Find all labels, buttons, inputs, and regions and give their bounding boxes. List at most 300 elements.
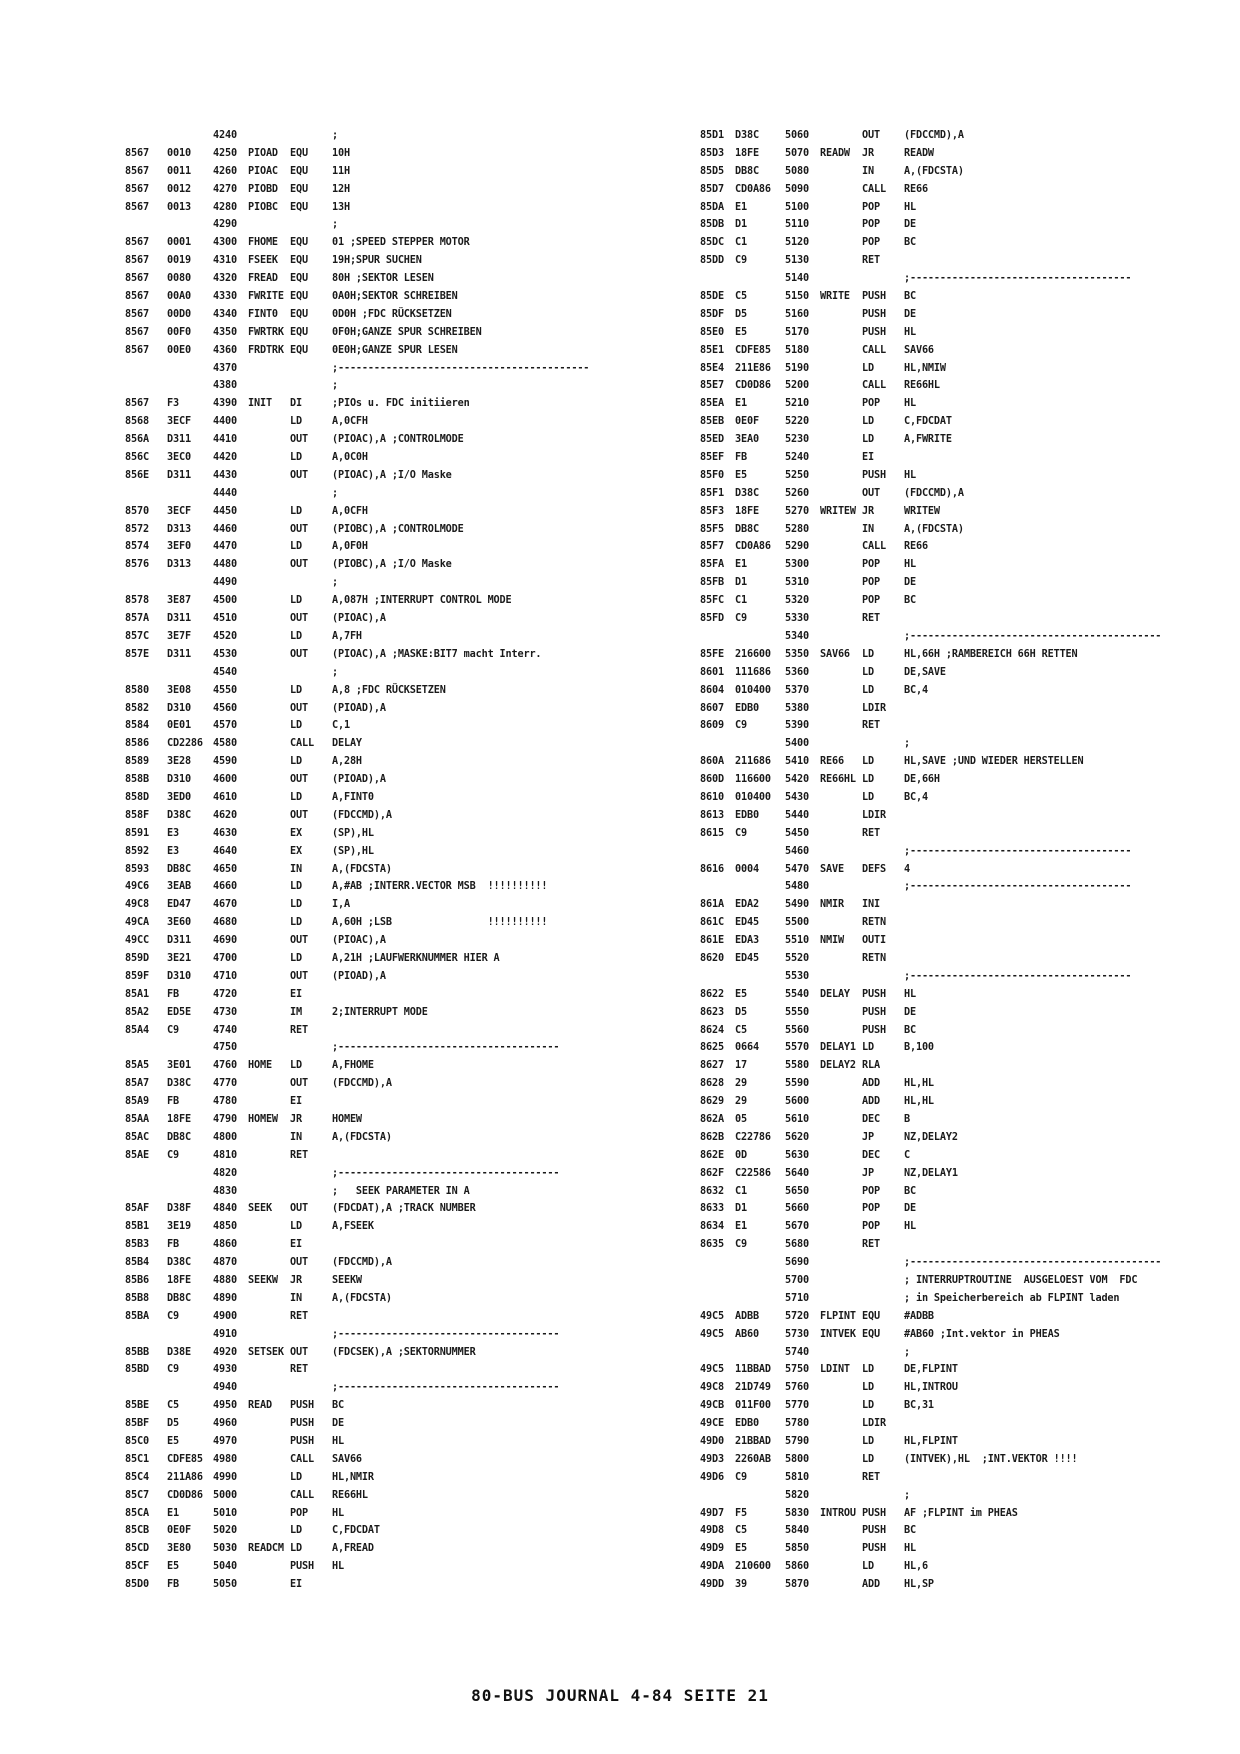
opcode: RET <box>862 255 880 267</box>
line-number: 5090 <box>785 183 809 195</box>
hex-code: D38C <box>167 1078 191 1090</box>
line-number: 5410 <box>785 756 809 768</box>
address: 85B3 <box>125 1239 149 1251</box>
line-number: 4990 <box>213 1471 237 1483</box>
hex-code: D311 <box>167 935 191 947</box>
hex-code: D310 <box>167 702 191 714</box>
opcode: OUT <box>862 487 880 499</box>
label: FSEEK <box>248 255 278 267</box>
operand: AF ;FLPINT im PHEAS <box>904 1507 1018 1519</box>
address: 856A <box>125 434 149 446</box>
line-number: 4610 <box>213 791 237 803</box>
line-number: 4430 <box>213 469 237 481</box>
hex-code: 00D0 <box>167 308 191 320</box>
line-number: 5580 <box>785 1060 809 1072</box>
opcode: ADD <box>862 1579 880 1591</box>
operand: BC,31 <box>904 1400 934 1412</box>
operand: ; <box>904 1346 910 1358</box>
operand: (PIOBC),A ;I/O Maske <box>332 559 452 571</box>
line-number: 4760 <box>213 1060 237 1072</box>
line-number: 4830 <box>213 1185 237 1197</box>
opcode: PUSH <box>862 326 886 338</box>
address: 862A <box>700 1113 724 1125</box>
line-number: 5700 <box>785 1275 809 1286</box>
operand: DE,FLPINT <box>904 1364 958 1376</box>
hex-code: E5 <box>167 1436 179 1448</box>
address: 85EA <box>700 398 724 410</box>
opcode: EQU <box>290 326 308 338</box>
line-number: 4670 <box>213 899 237 911</box>
opcode: LD <box>290 541 302 553</box>
operand: WRITEW <box>904 505 940 517</box>
operand: A,0CFH <box>332 416 368 428</box>
line-number: 5550 <box>785 1006 809 1018</box>
hex-code: CD0D86 <box>167 1489 203 1501</box>
line-number: 5530 <box>785 970 809 982</box>
opcode: EX <box>290 827 302 839</box>
operand: 0A0H;SEKTOR SCHREIBEN <box>332 291 458 303</box>
opcode: LD <box>862 684 874 696</box>
operand: ;------------------------------------------ <box>904 1257 1162 1269</box>
address: 8629 <box>700 1096 724 1108</box>
hex-code: C9 <box>735 1239 747 1251</box>
address: 85FE <box>700 648 724 660</box>
line-number: 5020 <box>213 1525 237 1537</box>
operand: HL <box>904 201 916 213</box>
hex-code: CD0A86 <box>735 541 771 553</box>
hex-code: 3EF0 <box>167 541 191 553</box>
address: 85CD <box>125 1543 149 1555</box>
hex-code: E1 <box>735 1221 747 1233</box>
line-number: 4780 <box>213 1096 237 1108</box>
hex-code: FB <box>167 1239 179 1251</box>
hex-code: E3 <box>167 827 179 839</box>
label: FREAD <box>248 273 278 285</box>
operand: BC <box>904 595 916 607</box>
line-number: 4640 <box>213 845 237 857</box>
line-number: 5300 <box>785 559 809 571</box>
line-number: 4270 <box>213 183 237 195</box>
opcode: EQU <box>290 344 308 356</box>
opcode: EQU <box>290 201 308 213</box>
operand: A,(FDCSTA) <box>332 1131 392 1143</box>
opcode: IN <box>290 1292 302 1304</box>
hex-code: 18FE <box>735 505 759 517</box>
opcode: LD <box>862 434 874 446</box>
hex-code: D5 <box>735 308 747 320</box>
operand: HL <box>904 469 916 481</box>
hex-code: E5 <box>735 469 747 481</box>
opcode: PUSH <box>862 308 886 320</box>
operand: (FDCSEK),A ;SEKTORNUMMER <box>332 1346 476 1358</box>
hex-code: ED47 <box>167 899 191 911</box>
address: 8567 <box>125 398 149 410</box>
label: LDINT <box>820 1364 850 1376</box>
hex-code: 010400 <box>735 684 771 696</box>
line-number: 5350 <box>785 648 809 660</box>
address: 85A4 <box>125 1024 149 1036</box>
line-number: 4840 <box>213 1203 237 1215</box>
address: 85AC <box>125 1131 149 1143</box>
opcode: OUT <box>290 935 308 947</box>
line-number: 5180 <box>785 344 809 356</box>
label: READW <box>820 147 850 159</box>
line-number: 5370 <box>785 684 809 696</box>
opcode: EQU <box>290 147 308 159</box>
operand: HL,6 <box>904 1561 928 1573</box>
line-number: 5330 <box>785 613 809 625</box>
label: SETSEK <box>248 1346 284 1358</box>
line-number: 4980 <box>213 1453 237 1465</box>
line-number: 4690 <box>213 935 237 947</box>
hex-code: C9 <box>167 1310 179 1322</box>
address: 8568 <box>125 416 149 428</box>
operand: HOMEW <box>332 1113 362 1125</box>
line-number: 4600 <box>213 774 237 786</box>
label: WRITE <box>820 291 850 303</box>
operand: C <box>904 1149 910 1161</box>
operand: BC <box>332 1400 344 1412</box>
line-number: 5500 <box>785 917 809 929</box>
operand: RE66HL <box>332 1489 368 1501</box>
opcode: OUT <box>290 648 308 660</box>
opcode: RETN <box>862 917 886 929</box>
address: 8567 <box>125 308 149 320</box>
operand: BC <box>904 1185 916 1197</box>
address: 8582 <box>125 702 149 714</box>
address: 862E <box>700 1149 724 1161</box>
line-number: 4900 <box>213 1310 237 1322</box>
address: 8613 <box>700 809 724 821</box>
opcode: POP <box>862 1221 880 1233</box>
opcode: LD <box>290 756 302 768</box>
address: 85E0 <box>700 326 724 338</box>
hex-code: 3EAB <box>167 881 191 893</box>
opcode: LD <box>290 1221 302 1233</box>
operand: NZ,DELAY1 <box>904 1167 958 1179</box>
address: 49D3 <box>700 1453 724 1465</box>
address: 49DA <box>700 1561 724 1573</box>
label: FWRTRK <box>248 326 284 338</box>
address: 85A5 <box>125 1060 149 1072</box>
operand: A,28H <box>332 756 362 768</box>
operand: (PIOAD),A <box>332 774 386 786</box>
line-number: 5820 <box>785 1489 809 1501</box>
opcode: LD <box>862 648 874 660</box>
operand: B,100 <box>904 1042 934 1054</box>
opcode: LD <box>862 1436 874 1448</box>
operand: ;------------------------------------- <box>904 970 1132 982</box>
opcode: RET <box>862 1471 880 1483</box>
opcode: OUTI <box>862 935 886 947</box>
line-number: 4440 <box>213 487 237 499</box>
opcode: CALL <box>290 738 314 750</box>
hex-code: D311 <box>167 613 191 625</box>
hex-code: 0011 <box>167 165 191 177</box>
hex-code: C9 <box>167 1364 179 1376</box>
address: 49C8 <box>125 899 149 911</box>
hex-code: ED45 <box>735 917 759 929</box>
operand: BC,4 <box>904 684 928 696</box>
opcode: POP <box>862 1203 880 1215</box>
address: 85BE <box>125 1400 149 1412</box>
hex-code: 21D749 <box>735 1382 771 1394</box>
opcode: LD <box>862 666 874 678</box>
opcode: LD <box>862 1382 874 1394</box>
line-number: 4350 <box>213 326 237 338</box>
address: 859F <box>125 970 149 982</box>
line-number: 5680 <box>785 1239 809 1251</box>
opcode: POP <box>862 559 880 571</box>
hex-code: C1 <box>735 237 747 249</box>
line-number: 5620 <box>785 1131 809 1143</box>
line-number: 5830 <box>785 1507 809 1519</box>
hex-code: CD0D86 <box>735 380 771 392</box>
hex-code: CDFE85 <box>167 1453 203 1465</box>
opcode: OUT <box>290 559 308 571</box>
opcode: POP <box>862 219 880 231</box>
operand: A,0CFH <box>332 505 368 517</box>
operand: A,7FH <box>332 630 362 642</box>
hex-code: 00E0 <box>167 344 191 356</box>
address: 8584 <box>125 720 149 732</box>
opcode: RET <box>290 1310 308 1322</box>
hex-code: 18FE <box>167 1275 191 1286</box>
address: 861C <box>700 917 724 929</box>
hex-code: 0E0F <box>735 416 759 428</box>
hex-code: 111686 <box>735 666 771 678</box>
address: 8592 <box>125 845 149 857</box>
operand: ; <box>904 738 910 750</box>
line-number: 5130 <box>785 255 809 267</box>
label: INIT <box>248 398 272 410</box>
hex-code: FB <box>167 1096 179 1108</box>
address: 8580 <box>125 684 149 696</box>
opcode: JR <box>862 505 874 517</box>
hex-code: 3E28 <box>167 756 191 768</box>
hex-code: 3E01 <box>167 1060 191 1072</box>
operand: RE66 <box>904 541 928 553</box>
hex-code: E1 <box>167 1507 179 1519</box>
hex-code: F5 <box>735 1507 747 1519</box>
hex-code: 2260AB <box>735 1453 771 1465</box>
address: 8609 <box>700 720 724 732</box>
opcode: PUSH <box>290 1561 314 1573</box>
address: 49CC <box>125 935 149 947</box>
hex-code: D313 <box>167 523 191 535</box>
line-number: 4710 <box>213 970 237 982</box>
operand: ; INTERRUPTROUTINE AUSGELOEST VOM FDC <box>904 1275 1138 1286</box>
operand: (PIOAD),A <box>332 970 386 982</box>
operand: B <box>904 1113 910 1125</box>
address: 8601 <box>700 666 724 678</box>
hex-code: C9 <box>735 613 747 625</box>
line-number: 4800 <box>213 1131 237 1143</box>
hex-code: 17 <box>735 1060 747 1072</box>
line-number: 4510 <box>213 613 237 625</box>
line-number: 4860 <box>213 1239 237 1251</box>
opcode: IN <box>862 165 874 177</box>
line-number: 5600 <box>785 1096 809 1108</box>
hex-code: 29 <box>735 1078 747 1090</box>
address: 8628 <box>700 1078 724 1090</box>
line-number: 5000 <box>213 1489 237 1501</box>
label: READ <box>248 1400 272 1412</box>
line-number: 5230 <box>785 434 809 446</box>
line-number: 4820 <box>213 1167 237 1179</box>
line-number: 4960 <box>213 1418 237 1430</box>
line-number: 5390 <box>785 720 809 732</box>
operand: 4 <box>904 863 910 875</box>
hex-code: 0019 <box>167 255 191 267</box>
address: 85A1 <box>125 988 149 1000</box>
opcode: LD <box>290 684 302 696</box>
operand: (SP),HL <box>332 827 374 839</box>
line-number: 4590 <box>213 756 237 768</box>
operand: (PIOAC),A ;CONTROLMODE <box>332 434 464 446</box>
opcode: LDIR <box>862 1418 886 1430</box>
label: NMIR <box>820 899 844 911</box>
line-number: 5430 <box>785 791 809 803</box>
operand: HL,SAVE ;UND WIEDER HERSTELLEN <box>904 756 1084 768</box>
address: 49D8 <box>700 1525 724 1537</box>
opcode: DEC <box>862 1149 880 1161</box>
operand: HL,66H ;RAMBEREICH 66H RETTEN <box>904 648 1078 660</box>
hex-code: C1 <box>735 595 747 607</box>
address: 85DC <box>700 237 724 249</box>
address: 858D <box>125 791 149 803</box>
opcode: LDIR <box>862 809 886 821</box>
opcode: RET <box>290 1024 308 1036</box>
opcode: LD <box>862 1364 874 1376</box>
opcode: LD <box>290 505 302 517</box>
operand: HL <box>332 1507 344 1519</box>
line-number: 4380 <box>213 380 237 392</box>
operand: A,0C0H <box>332 452 368 464</box>
address: 8591 <box>125 827 149 839</box>
label: FRDTRK <box>248 344 284 356</box>
address: 85EF <box>700 452 724 464</box>
operand: DE <box>904 308 916 320</box>
opcode: ADD <box>862 1096 880 1108</box>
address: 85ED <box>700 434 724 446</box>
line-number: 5060 <box>785 130 809 141</box>
opcode: RET <box>862 1239 880 1251</box>
hex-code: 211E86 <box>735 362 771 374</box>
line-number: 4790 <box>213 1113 237 1125</box>
address: 8567 <box>125 183 149 195</box>
operand: C,FDCDAT <box>904 416 952 428</box>
hex-code: 0012 <box>167 183 191 195</box>
opcode: LD <box>862 1400 874 1412</box>
label: FWRITE <box>248 291 284 303</box>
hex-code: E5 <box>735 1543 747 1555</box>
address: 85E1 <box>700 344 724 356</box>
label: SAV66 <box>820 648 850 660</box>
label: HOMEW <box>248 1113 278 1125</box>
opcode: PUSH <box>862 291 886 303</box>
operand: ; <box>332 380 338 392</box>
hex-code: C9 <box>735 255 747 267</box>
hex-code: CD2286 <box>167 738 203 750</box>
label: PIOAD <box>248 147 278 159</box>
address: 49D7 <box>700 1507 724 1519</box>
address: 861E <box>700 935 724 947</box>
opcode: PUSH <box>290 1418 314 1430</box>
line-number: 5310 <box>785 577 809 589</box>
hex-code: D5 <box>167 1418 179 1430</box>
operand: ; SEEK PARAMETER IN A <box>332 1185 470 1197</box>
operand: HL <box>332 1561 344 1573</box>
hex-code: 3E60 <box>167 917 191 929</box>
operand: ; in Speicherbereich ab FLPINT laden <box>904 1292 1120 1304</box>
operand: ; <box>332 577 338 589</box>
hex-code: 3E80 <box>167 1543 191 1555</box>
label: HOME <box>248 1060 272 1072</box>
operand: A,FSEEK <box>332 1221 374 1233</box>
line-number: 5790 <box>785 1436 809 1448</box>
line-number: 5630 <box>785 1149 809 1161</box>
opcode: LD <box>862 774 874 786</box>
opcode: OUT <box>290 434 308 446</box>
address: 85A2 <box>125 1006 149 1018</box>
line-number: 5810 <box>785 1471 809 1483</box>
hex-code: DB8C <box>735 523 759 535</box>
address: 85D0 <box>125 1579 149 1591</box>
hex-code: E5 <box>735 326 747 338</box>
address: 85BA <box>125 1310 149 1322</box>
operand: A,(FDCSTA) <box>332 863 392 875</box>
hex-code: 3EA0 <box>735 434 759 446</box>
operand: (PIOAC),A <box>332 935 386 947</box>
line-number: 4810 <box>213 1149 237 1161</box>
operand: HL <box>332 1436 344 1448</box>
operand: DE <box>332 1418 344 1430</box>
line-number: 4870 <box>213 1257 237 1269</box>
operand: SEEKW <box>332 1275 362 1286</box>
opcode: RLA <box>862 1060 880 1072</box>
line-number: 5610 <box>785 1113 809 1125</box>
hex-code: D38C <box>735 487 759 499</box>
hex-code: 116600 <box>735 774 771 786</box>
opcode: ADD <box>862 1078 880 1090</box>
opcode: POP <box>862 237 880 249</box>
line-number: 4470 <box>213 541 237 553</box>
line-number: 4450 <box>213 505 237 517</box>
address: 8620 <box>700 952 724 964</box>
opcode: PUSH <box>862 1507 886 1519</box>
opcode: LD <box>290 416 302 428</box>
hex-code: D1 <box>735 577 747 589</box>
address: 8567 <box>125 291 149 303</box>
address: 85FB <box>700 577 724 589</box>
line-number: 4890 <box>213 1292 237 1304</box>
address: 8567 <box>125 201 149 213</box>
hex-code: 0080 <box>167 273 191 285</box>
line-number: 5690 <box>785 1257 809 1269</box>
opcode: JP <box>862 1167 874 1179</box>
address: 85BD <box>125 1364 149 1376</box>
hex-code: D311 <box>167 434 191 446</box>
hex-code: FB <box>167 988 179 1000</box>
operand: A,(FDCSTA) <box>904 165 964 177</box>
operand: 19H;SPUR SUCHEN <box>332 255 422 267</box>
line-number: 5710 <box>785 1292 809 1304</box>
opcode: IN <box>290 863 302 875</box>
opcode: POP <box>862 201 880 213</box>
opcode: LD <box>290 1543 302 1555</box>
line-number: 4950 <box>213 1400 237 1412</box>
